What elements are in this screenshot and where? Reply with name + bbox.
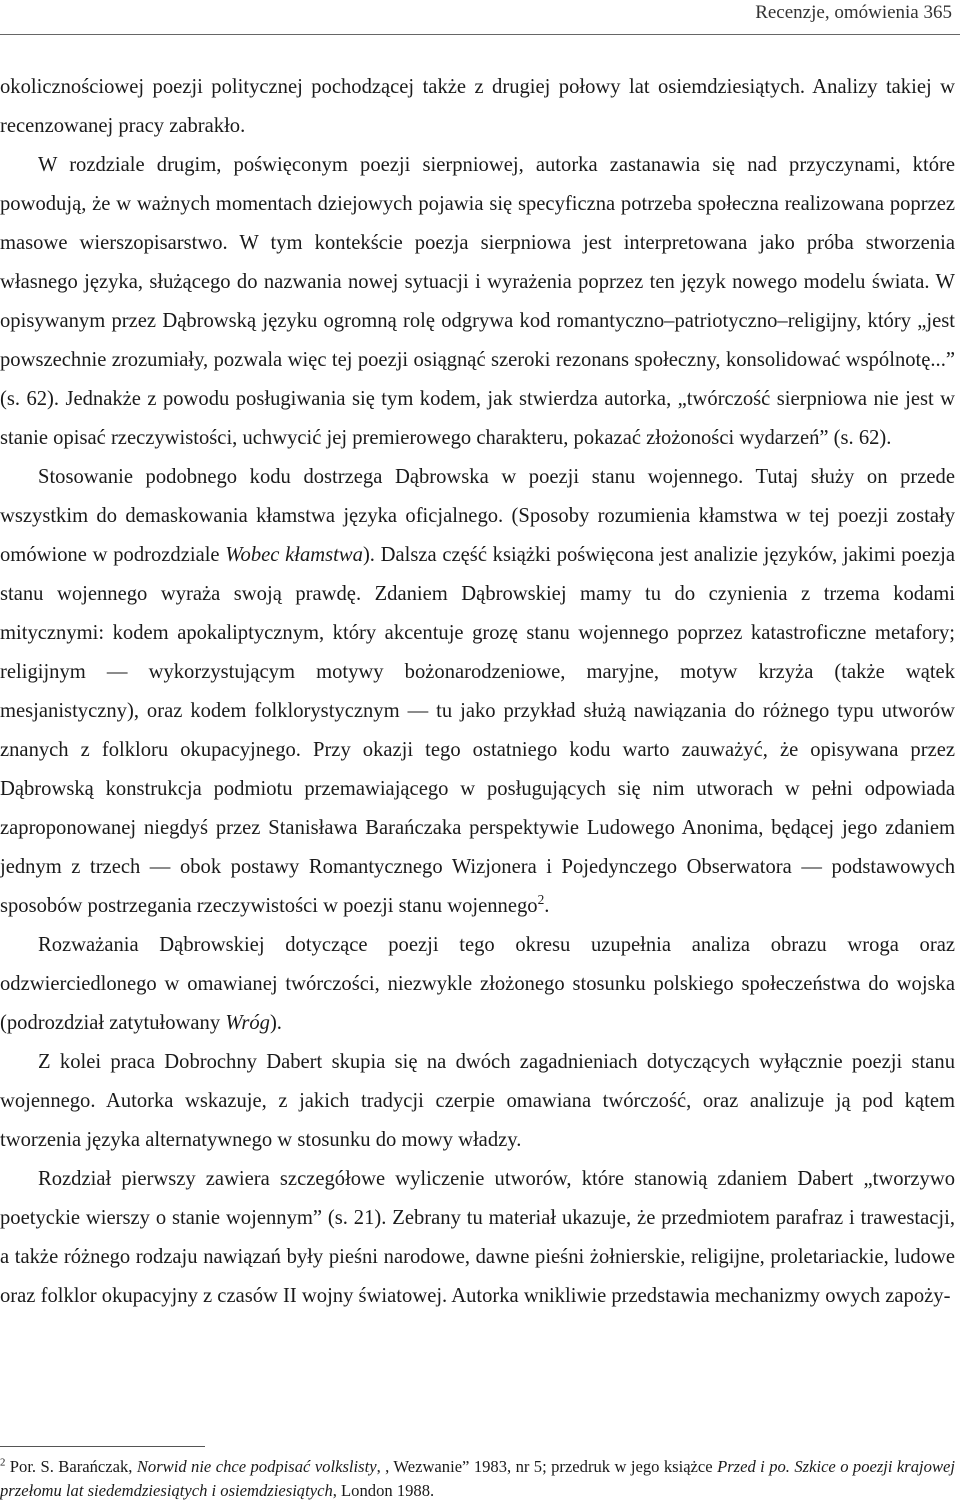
footnote-rule [0, 1446, 205, 1447]
running-header: Recenzje, omówienia 365 [755, 2, 952, 23]
paragraph-3-end: . [544, 895, 550, 917]
paragraph-3-text-b: ). Dalsza część książki poświęcona jest analizie języków, jakimi poezja stanu wojennego wyraża swoją prawdę. Zdaniem Dąbrowskiej mamy tu do czynienia z trzema kodami mitycznymi: kodem apokaliptycznym, który akcentuje grozę stanu wojennego poprzez katastroficzne metafory; religijnym — wykorzystującym motywy bożonarodzeniowe, maryjne, motyw krzyża (także wątek mesjanistyczny), oraz kodem folklorystycznym — tu jako przykład służą nawiązania do różnego typu utworów znanych z folkloru okupacyjnego. Przy okazji tego ostatniego kodu warto zauważyć, że opisywana przez Dąbrowską konstrukcja podmiotu przemawiającego w posługujących się nim utworach w pełni odpowiada zaproponowanej niegdyś przez Stanisława Barańczaka perspektywie Ludowego Anonima, będącej jego zdaniem jednym z trzech — obok postawy Romantycznego Wizjonera i Pojedynczego Obserwatora — podstawowych sposobów postrzegania rzeczywistości w poezji stanu wojennego [0, 544, 955, 917]
paragraph-2: W rozdziale drugim, poświęconym poezji sierpniowej, autorka zastanawia się nad przyczynami, które powodują, że w ważnych momentach dziejowych pojawia się specyficzna potrzeba społeczna realizowana poprzez masowe wierszopisarstwo. W tym kontekście poezja sierpniowa jest interpretowana jako próba stworzenia własnego języka, służącego do nazwania nowej sytuacji i wyrażenia poprzez ten język nowego modelu świata. W opisywanym przez Dąbrowską języku ogromną rolę odgrywa kod romantyczno–patriotyczno–religijny, który „jest powszechnie zrozumiały, pozwala więc tej poezji osiągnąć szeroki rezonans społeczny, konsolidować wspólnotę...” (s. 62). Jednakże z powodu posługiwania się tym kodem, jak stwierdza autorka, „twórczość sierpniowa nie jest w stanie opisać rzeczywistości, uchwycić jej premierowego charakteru, pokazać złożoności wydarzeń” (s. 62). [0, 154, 955, 449]
footnote-number: 2 [0, 1456, 6, 1469]
paragraph-4-text-a: Rozważania Dąbrowskiej dotyczące poezji tego okresu uzupełnia analiza obrazu wroga oraz odzwierciedlonego w omawianej twórczości, niezwykle złożonego stosunku polskiego społeczeństwa do wojska (podrozdział zatytułowany [0, 934, 955, 1034]
paragraph-4 [0, 926, 955, 1043]
footnote-title-1: Norwid nie chce podpisać volkslisty [136, 1457, 377, 1476]
paragraph-3 [0, 458, 955, 926]
footnote [0, 1455, 955, 1503]
paragraph-5: Z kolei praca Dobrochny Dabert skupia się na dwóch zagadnieniach dotyczących wyłącznie poezji stanu wojennego. Autorka wskazuje, z jakich tradycji czerpie omawiana twórczość, oraz analizuje ją pod kątem tworzenia języka alternatywnego w stosunku do mowy władzy. [0, 1051, 955, 1151]
main-text [0, 68, 955, 1316]
footnote-ref[interactable]: 2 [537, 892, 545, 908]
header-rule [0, 34, 960, 35]
paragraph-4-text-b: ). [269, 1012, 282, 1034]
subsection-title-wobec: Wobec kłamstwa [225, 544, 363, 566]
footnote-title-2: Przed i po. Szkice o poezji krajowej przełomu lat siedemdziesiątych i osiemdziesiątych [0, 1457, 956, 1500]
footnote-text-b: , , Wezwanie” 1983, nr 5; przedruk w jego książce [376, 1457, 718, 1476]
paragraph-1: okolicznościowej poezji politycznej pochodzącej także z drugiej połowy lat osiemdziesiątych. Analizy takiej w recenzowanej pracy zabrakło. [0, 76, 955, 137]
paragraph-3-text-a: Stosowanie podobnego kodu dostrzega Dąbrowska w poezji stanu wojennego. Tutaj służy on przede wszystkim do demaskowania kłamstwa języka oficjalnego. (Sposoby rozumienia kłamstwa w tej poezji zostały omówione w podrozdziale [0, 466, 955, 566]
footnote-text-c: , London 1988. [332, 1481, 435, 1500]
subsection-title-wrog: Wróg [225, 1012, 270, 1034]
paragraph-6: Rozdział pierwszy zawiera szczegółowe wyliczenie utworów, które stanowią zdaniem Dabert „tworzywo poetyckie wierszy o stanie wojennym” (s. 21). Zebrany tu materiał ukazuje, że przedmiotem parafraz i trawestacji, a także różnego rodzaju nawiązań były pieśni narodowe, dawne pieśni żołnierskie, religijne, proletariackie, ludowe oraz folklor okupacyjny z czasów II wojny światowej. Autorka wnikliwie przedstawia mechanizmy owych zapoży- [0, 1168, 955, 1307]
footnote-text-a: Por. S. Barańczak, [5, 1457, 137, 1476]
